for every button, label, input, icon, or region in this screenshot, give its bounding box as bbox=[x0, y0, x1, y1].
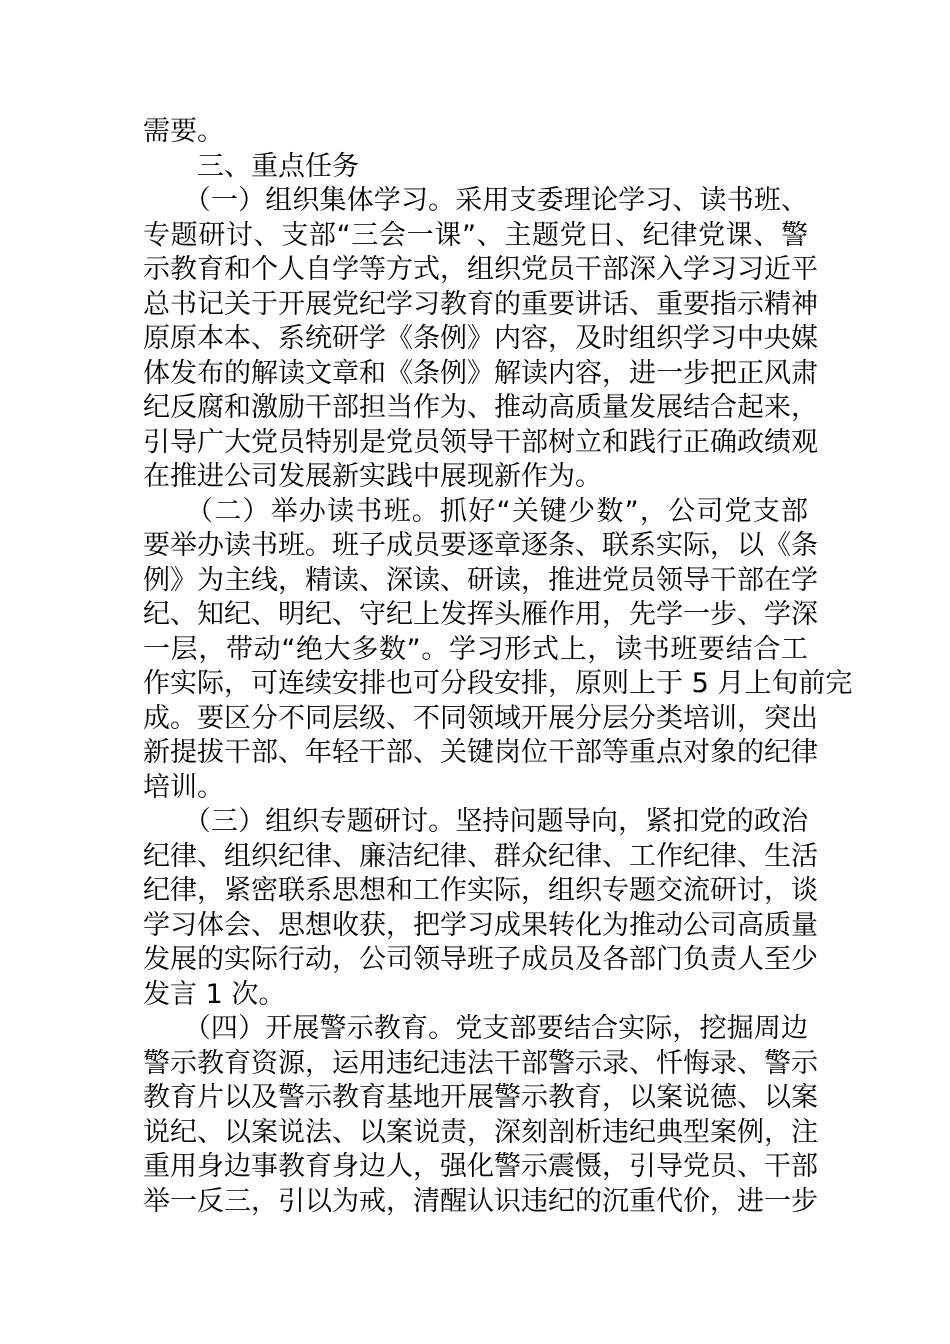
text-line: 成。要区分不同层级、不同领域开展分层分类培训，突出 bbox=[143, 702, 818, 734]
document-body-text bbox=[143, 115, 853, 1219]
text-line: 要举办读书班。班子成员要逐章逐条、联系实际，以《条 bbox=[143, 530, 818, 561]
text-line: 示教育和个人自学等方式，组织党员干部深入学习习近平 bbox=[143, 254, 818, 285]
text-line: 一层，带动“绝大多数”。学习形式上，读书班要结合工 bbox=[143, 633, 808, 665]
text-line: 引导广大党员特别是党员领导干部树立和践行正确政绩观 bbox=[143, 426, 818, 458]
text-line: 总书记关于开展党纪学习教育的重要讲话、重要指示精神 bbox=[143, 288, 818, 320]
text-line: 三、重点任务 bbox=[143, 150, 359, 182]
text-line: 发展的实际行动，公司领导班子成员及各部门负责人至少 bbox=[143, 944, 818, 975]
text-line: 原原本本、系统研学《条例》内容，及时组织学习中央媒 bbox=[143, 323, 818, 354]
text-line: 需要。 bbox=[143, 116, 224, 147]
text-line: 纪律，紧密联系思想和工作实际，组织专题交流研讨，谈 bbox=[143, 875, 818, 906]
text-line: 纪律、组织纪律、廉洁纪律、群众纪律、工作纪律、生活 bbox=[143, 840, 818, 872]
text-line: 纪、知纪、明纪、守纪上发挥头雁作用，先学一步、学深 bbox=[143, 599, 818, 630]
text-line: 说纪、以案说法、以案说责，深刻剖析违纪典型案例，注 bbox=[143, 1116, 818, 1148]
text-line: 警示教育资源，运用违纪违法干部警示录、忏悔录、警示 bbox=[143, 1047, 818, 1079]
text-line: 在推进公司发展新实践中展现新作为。 bbox=[143, 461, 602, 492]
text-line: 学习体会、思想收获，把学习成果转化为推动公司高质量 bbox=[143, 909, 818, 941]
text-line: 重用身边事教育身边人，强化警示震慑，引导党员、干部 bbox=[143, 1151, 818, 1182]
text-line: 教育片以及警示教育基地开展警示教育，以案说德、以案 bbox=[143, 1082, 818, 1113]
text-line: （二）举办读书班。抓好“关键少数”，公司党支部 bbox=[143, 495, 808, 527]
text-line: 新提拔干部、年轻干部、关键岗位干部等重点对象的纪律 bbox=[143, 737, 818, 768]
text-line: 培训。 bbox=[143, 771, 224, 803]
text-line: （四）开展警示教育。党支部要结合实际，挖掘周边 bbox=[143, 1013, 808, 1044]
text-line: 例》为主线，精读、深读、研读，推进党员领导干部在学 bbox=[143, 564, 818, 596]
text-line: 体发布的解读文章和《条例》解读内容，进一步把正风肃 bbox=[143, 357, 818, 389]
text-line: 举一反三，引以为戒，清醒认识违纪的沉重代价，进一步 bbox=[143, 1185, 818, 1217]
text-line: 纪反腐和激励干部担当作为、推动高质量发展结合起来， bbox=[143, 392, 818, 423]
text-line: 作实际，可连续安排也可分段安排，原则上于 5 月上旬前完 bbox=[143, 668, 853, 699]
text-line: 发言 1 次。 bbox=[143, 978, 286, 1010]
text-line: （三）组织专题研讨。坚持问题导向，紧扣党的政治 bbox=[143, 806, 808, 837]
text-line: （一）组织集体学习。采用支委理论学习、读书班、 bbox=[143, 185, 808, 216]
text-line: 专题研讨、支部“三会一课”、主题党日、纪律党课、警 bbox=[143, 219, 808, 251]
